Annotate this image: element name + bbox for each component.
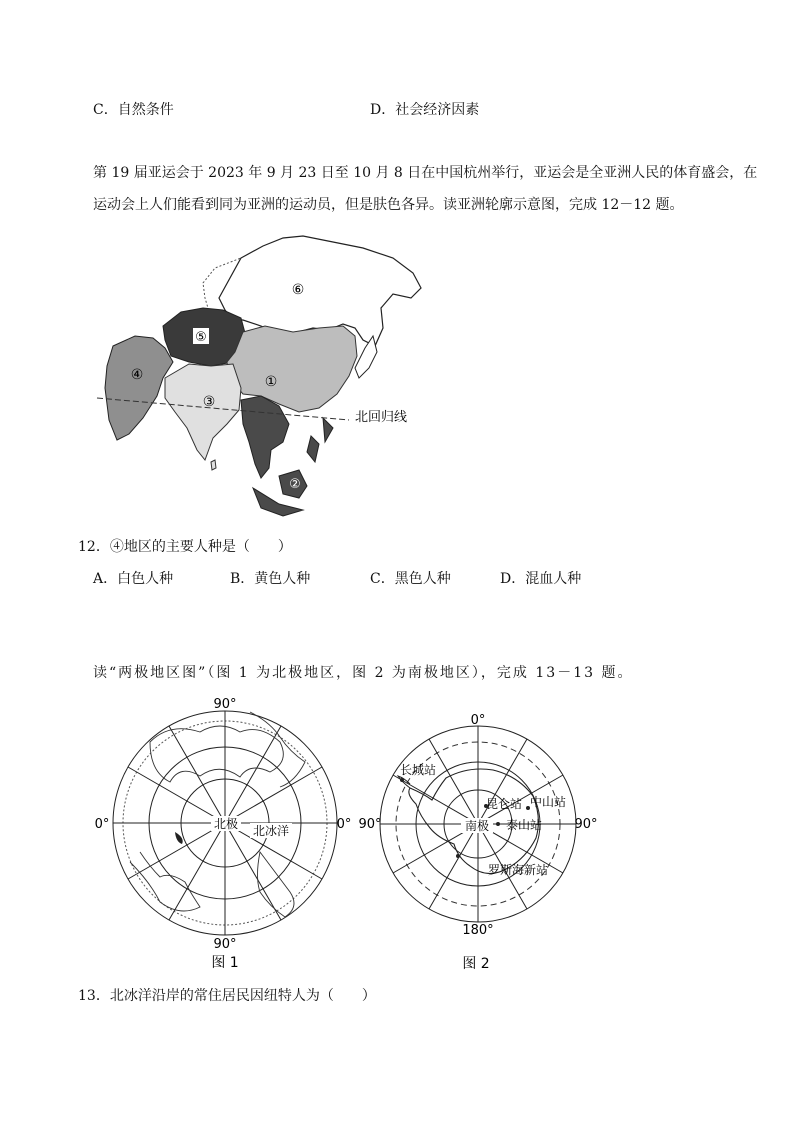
q12-option-c: C．黑色人种	[370, 571, 451, 587]
q12-option-a: A．白色人种	[93, 571, 174, 587]
asia-map	[93, 228, 423, 528]
fig2-bottom-label: 180°	[462, 923, 494, 938]
fig2-right-label: 90°	[574, 817, 598, 832]
region-4	[105, 336, 173, 440]
region-2-label: ②	[289, 477, 301, 492]
q12-option-d: D．混血人种	[500, 571, 582, 587]
fig2-caption: 图 2	[462, 956, 490, 972]
fig1-top-label: 90°	[213, 697, 237, 712]
region-5-label: ⑤	[195, 330, 207, 345]
region-1-label: ①	[264, 374, 278, 390]
fig1-right-label: 0°	[336, 817, 352, 832]
station-changcheng-label: 长城站	[400, 763, 437, 777]
sri-lanka	[211, 460, 216, 470]
q12-stem: 12．④地区的主要人种是（ ）	[78, 539, 292, 555]
fig1-bottom-label: 90°	[213, 937, 237, 952]
intro2: 读“两极地区图”（图 1 为北极地区，图 2 为南极地区），完成 13－13 题。	[93, 665, 634, 681]
fig2-center-label: 南极	[464, 819, 490, 833]
tropic-label: 北回归线	[355, 410, 408, 425]
arctic-map	[90, 692, 360, 972]
fig1-caption: 图 1	[211, 955, 239, 971]
station-taishan-label: 泰山站	[506, 818, 543, 832]
region-4-label: ④	[130, 367, 144, 383]
fig1-center-label: 北极	[213, 817, 239, 831]
station-changcheng-marker	[400, 778, 404, 782]
region-3	[165, 364, 241, 460]
fig1-left-label: 0°	[94, 817, 110, 832]
antarctic-map	[358, 708, 598, 988]
intro-line-2: 运动会上人们能看到同为亚洲的运动员，但是肤色各异。读亚洲轮廓示意图，完成 12－12 题。	[93, 197, 684, 213]
station-zhongshan-label: 中山站	[530, 795, 567, 809]
japan-islands	[355, 336, 377, 378]
region-6-label: ⑥	[291, 282, 305, 298]
station-taishan-marker	[496, 822, 500, 826]
q13-stem: 13．北冰洋沿岸的常住居民因纽特人为（ ）	[78, 988, 376, 1004]
region-3-label: ③	[202, 394, 216, 410]
station-kunlun-label: 昆仑站	[486, 797, 523, 811]
option-d: D．社会经济因素	[370, 102, 480, 118]
q12-option-b: B．黄色人种	[230, 571, 311, 587]
option-c: C．自然条件	[93, 102, 174, 118]
intro-line-1: 第 19 届亚运会于 2023 年 9 月 23 日至 10 月 8 日在中国杭州举行，亚运会是全亚洲人民的体育盛会，在	[93, 165, 758, 181]
fig1-ocean-label: 北冰洋	[252, 824, 290, 838]
fig2-top-label: 0°	[470, 713, 486, 728]
fig2-left-label: 90°	[358, 817, 382, 832]
region-2	[241, 396, 289, 478]
station-luosihai-marker	[456, 854, 460, 858]
station-luosihai-label: 罗斯海新站	[488, 863, 549, 877]
